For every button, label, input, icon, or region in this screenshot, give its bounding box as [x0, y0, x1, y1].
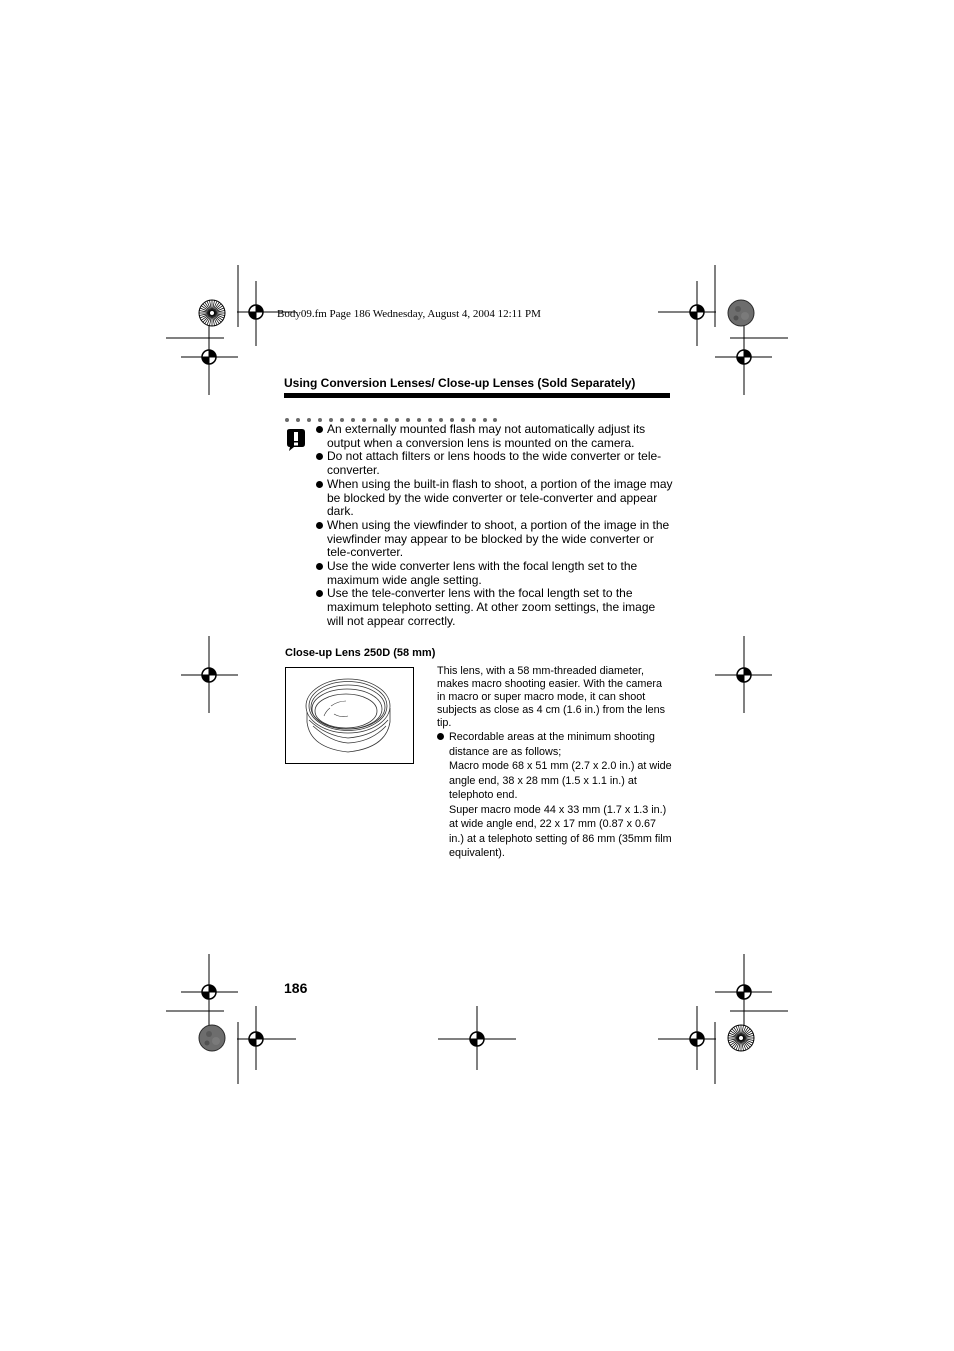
recordable-areas — [437, 730, 673, 861]
caution-text: Use the wide converter lens with the focal length set to the maximum wide angle setting. — [327, 559, 638, 587]
bullet-icon — [316, 563, 323, 570]
bullet-icon — [437, 733, 444, 740]
macro-mode-text: Macro mode 68 x 51 mm (2.7 x 2.0 in.) at wide angle end, 38 x 28 mm (1.5 x 1.1 in.) at telephoto end. — [449, 760, 672, 801]
list-item — [316, 519, 674, 560]
caution-list — [316, 423, 674, 629]
file-header: Body09.fm Page 186 Wednesday, August 4, 2004 12:11 PM — [277, 308, 541, 320]
title-rule — [284, 393, 670, 398]
caution-text: An externally mounted flash may not automatically adjust its output when a conversion lens is mounted on the camera. — [327, 422, 646, 450]
caution-exclamation-icon — [285, 428, 307, 452]
recordable-areas-intro: Recordable areas at the minimum shooting distance are as follows; — [449, 731, 655, 758]
list-item — [316, 450, 674, 477]
section-title: Using Conversion Lenses/ Close-up Lenses (Sold Separately) — [284, 376, 636, 390]
caution-text: When using the viewfinder to shoot, a portion of the image in the viewfinder may appear to be blocked by the wide converter or tele-converter. — [327, 517, 670, 560]
page-number: 186 — [284, 980, 308, 996]
list-item — [316, 478, 674, 519]
closeup-heading: Close-up Lens 250D (58 mm) — [285, 647, 436, 659]
closeup-description: This lens, with a 58 mm-threaded diameter, makes macro shooting easier. With the camera in macro or super macro mode, it can shoot subjects as close as 4 cm (1.6 in.) from the lens tip. — [437, 665, 666, 729]
list-item — [316, 423, 674, 450]
list-item — [316, 587, 674, 628]
bullet-icon — [316, 481, 323, 488]
bullet-icon — [316, 453, 323, 460]
caution-text: Use the tele-converter lens with the focal length set to the maximum telephoto setting. At other zoom settings, the image will not appear correctly. — [327, 586, 656, 628]
super-macro-mode-text: Super macro mode 44 x 33 mm (1.7 x 1.3 in.) at wide angle end, 22 x 17 mm (0.87 x 0.67 in.) at a telephoto setting of 86 mm (35mm film equivalent). — [449, 803, 672, 859]
close-up-lens-illustration — [285, 667, 414, 764]
caution-text: Do not attach filters or lens hoods to the wide converter or tele-converter. — [327, 449, 662, 478]
caution-text: When using the built-in flash to shoot, a portion of the image may be blocked by the wide converter or tele-converter and appear dark. — [327, 476, 673, 519]
bullet-icon — [316, 522, 323, 529]
bullet-icon — [316, 426, 323, 433]
list-item — [437, 730, 673, 759]
bullet-icon — [316, 590, 323, 597]
list-item — [316, 560, 674, 587]
